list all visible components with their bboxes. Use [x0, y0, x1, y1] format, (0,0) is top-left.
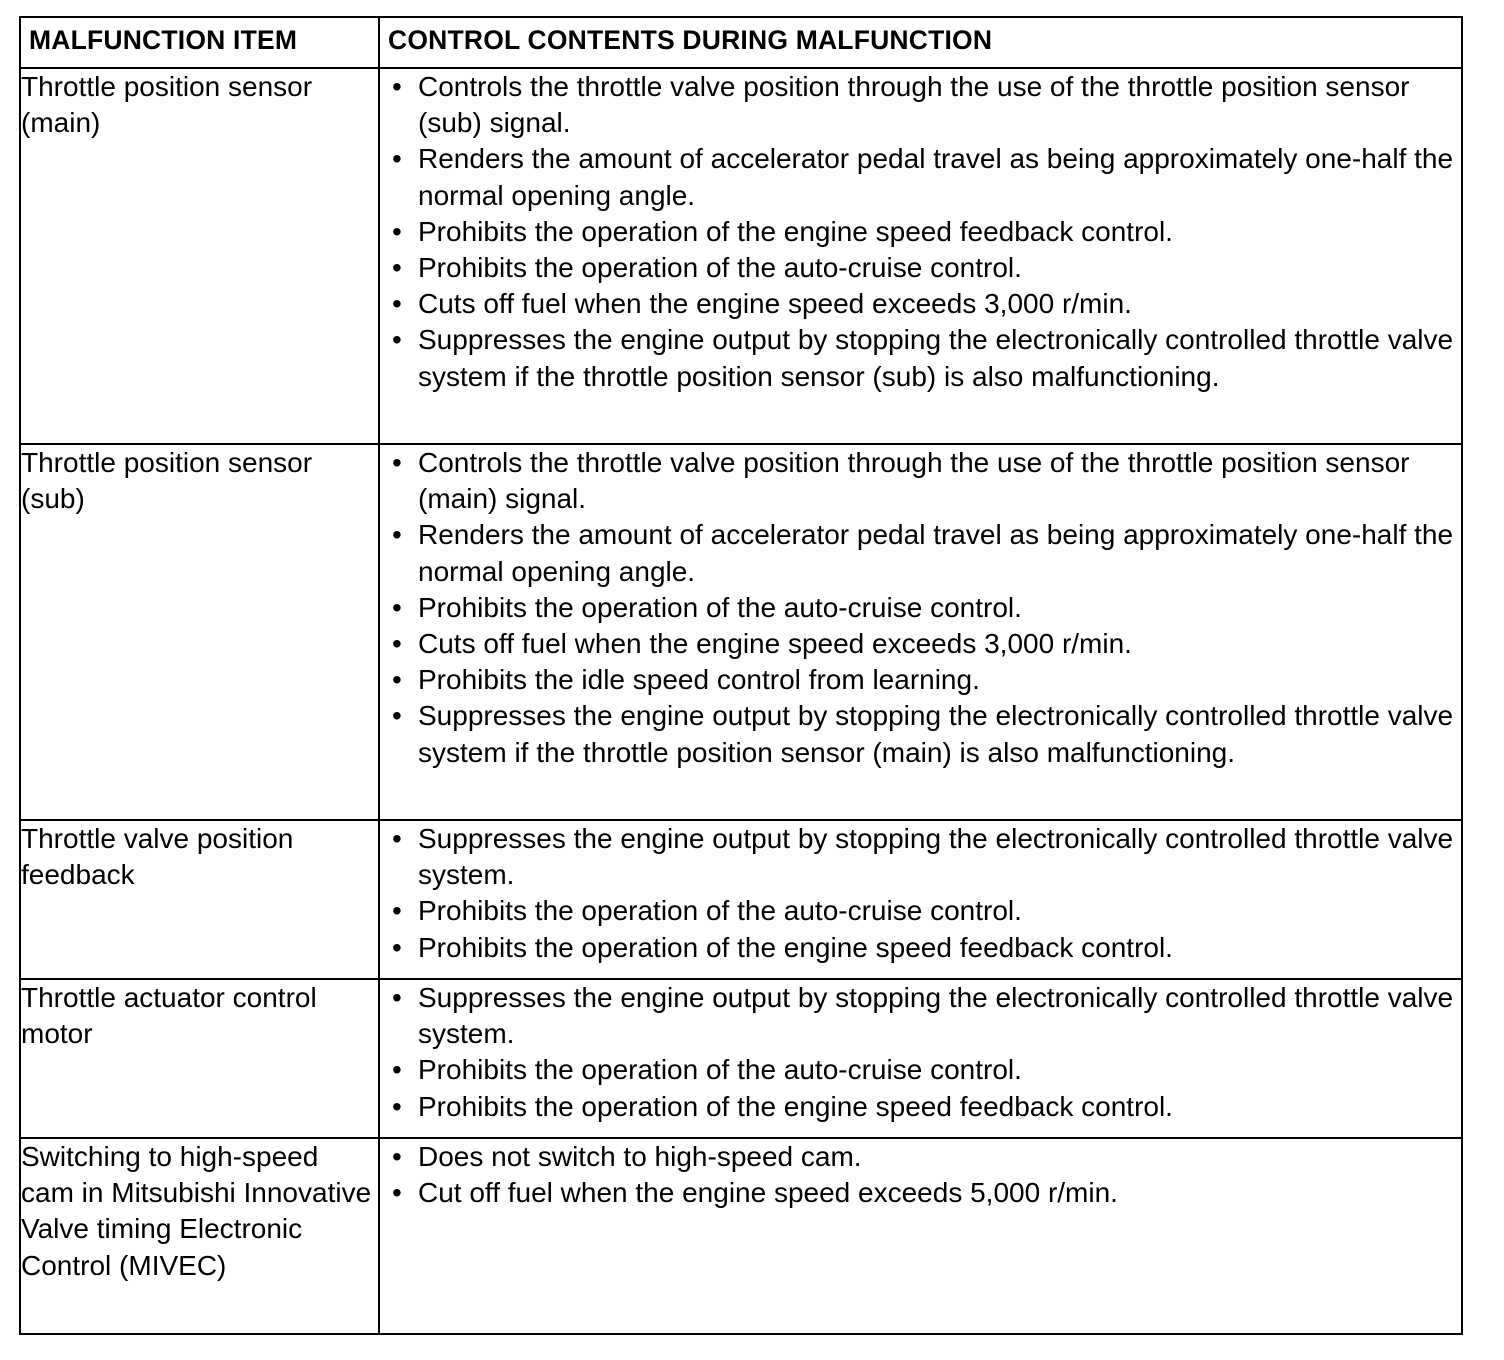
list-item [380, 1175, 1461, 1211]
list-item [380, 590, 1461, 626]
list-item [380, 662, 1461, 698]
bullet-icon: • [392, 288, 402, 320]
list-item-text: Cuts off fuel when the engine speed exceeds 3,000 r/min. [418, 628, 1132, 660]
list-item-text: Prohibits the idle speed control from learning. [418, 664, 980, 696]
list-item-text: Prohibits the operation of the engine speed feedback control. [418, 215, 1173, 247]
control-contents-list [380, 980, 1461, 1125]
list-item-text: Prohibits the operation of the auto-cruise control. [418, 252, 1022, 284]
list-item [380, 1052, 1461, 1088]
control-contents-cell [379, 444, 1462, 820]
list-item [380, 893, 1461, 929]
bullet-icon: • [392, 982, 402, 1013]
list-item-text: Prohibits the operation of the engine speed feedback control. [418, 931, 1173, 963]
bullet-icon: • [392, 143, 402, 175]
list-item [380, 517, 1461, 589]
bullet-icon: • [392, 591, 402, 623]
control-contents-cell [379, 68, 1462, 444]
list-item [380, 930, 1461, 966]
table-header-row [20, 17, 1462, 68]
control-contents-list [380, 69, 1461, 395]
column-header-malfunction-item: MALFUNCTION ITEM [20, 17, 379, 68]
bullet-icon: • [392, 664, 402, 696]
bullet-icon: • [392, 823, 402, 854]
list-item [380, 445, 1461, 517]
bullet-icon: • [392, 628, 402, 660]
list-item-text: Prohibits the operation of the auto-cruise control. [418, 591, 1022, 623]
list-item [380, 214, 1461, 250]
table-row [20, 1138, 1462, 1334]
control-contents-cell [379, 820, 1462, 979]
bullet-icon: • [392, 700, 402, 732]
list-item-text: Renders the amount of accelerator pedal travel as being approximately one-half the normal opening angle. [418, 143, 1454, 211]
list-item-text: Renders the amount of accelerator pedal travel as being approximately one-half the normal opening angle. [418, 519, 1454, 587]
bullet-icon: • [392, 215, 402, 247]
list-item-text: Cuts off fuel when the engine speed exceeds 3,000 r/min. [418, 288, 1132, 320]
malfunction-item-cell: Throttle actuator control motor [20, 979, 379, 1138]
bullet-icon: • [392, 71, 402, 102]
list-item [380, 69, 1461, 141]
malfunction-item-cell: Throttle position sensor (sub) [20, 444, 379, 820]
list-item-text: Suppresses the engine output by stopping the electronically controlled throttle valve system. [418, 982, 1454, 1050]
bullet-icon: • [392, 1177, 402, 1209]
list-item-text: Cut off fuel when the engine speed exceeds 5,000 r/min. [418, 1177, 1118, 1209]
bullet-icon: • [392, 447, 402, 478]
table-row [20, 979, 1462, 1138]
list-item [380, 286, 1461, 322]
list-item [380, 1139, 1461, 1175]
bullet-icon: • [392, 931, 402, 963]
table-row [20, 444, 1462, 820]
list-item-text: Suppresses the engine output by stopping the electronically controlled throttle valve system if the throttle position sensor (main) is also malfunctioning. [418, 700, 1454, 768]
column-header-control-contents: CONTROL CONTENTS DURING MALFUNCTION [379, 17, 1462, 68]
malfunction-item-cell: Throttle valve position feedback [20, 820, 379, 979]
malfunction-item-cell: Throttle position sensor (main) [20, 68, 379, 444]
list-item [380, 821, 1461, 893]
list-item [380, 626, 1461, 662]
list-item-text: Prohibits the operation of the engine speed feedback control. [418, 1090, 1173, 1122]
list-item [380, 1089, 1461, 1125]
list-item [380, 250, 1461, 286]
control-contents-list [380, 821, 1461, 966]
control-contents-cell [379, 979, 1462, 1138]
bullet-icon: • [392, 252, 402, 284]
bullet-icon: • [392, 895, 402, 927]
control-contents-cell [379, 1138, 1462, 1334]
malfunction-item-cell: Switching to high-speed cam in Mitsubishi Innovative Valve timing Electronic Control (MIVEC) [20, 1138, 379, 1334]
table-row [20, 820, 1462, 979]
bullet-icon: • [392, 1141, 402, 1172]
control-contents-list [380, 445, 1461, 771]
list-item-text: Prohibits the operation of the auto-cruise control. [418, 895, 1022, 927]
bullet-icon: • [392, 1054, 402, 1086]
list-item-text: Suppresses the engine output by stopping the electronically controlled throttle valve system. [418, 823, 1454, 891]
table-row [20, 68, 1462, 444]
list-item [380, 698, 1461, 770]
list-item [380, 980, 1461, 1052]
control-contents-list [380, 1139, 1461, 1211]
list-item-text: Prohibits the operation of the auto-cruise control. [418, 1054, 1022, 1086]
bullet-icon: • [392, 1090, 402, 1122]
list-item [380, 322, 1461, 394]
list-item-text: Does not switch to high-speed cam. [418, 1141, 862, 1172]
list-item-text: Controls the throttle valve position through the use of the throttle position sensor (sub) signal. [418, 71, 1410, 139]
list-item-text: Controls the throttle valve position through the use of the throttle position sensor (main) signal. [418, 447, 1410, 515]
list-item [380, 141, 1461, 213]
bullet-icon: • [392, 324, 402, 356]
list-item-text: Suppresses the engine output by stopping the electronically controlled throttle valve system if the throttle position sensor (sub) is also malfunctioning. [418, 324, 1454, 392]
malfunction-control-table [19, 16, 1463, 1335]
bullet-icon: • [392, 519, 402, 551]
